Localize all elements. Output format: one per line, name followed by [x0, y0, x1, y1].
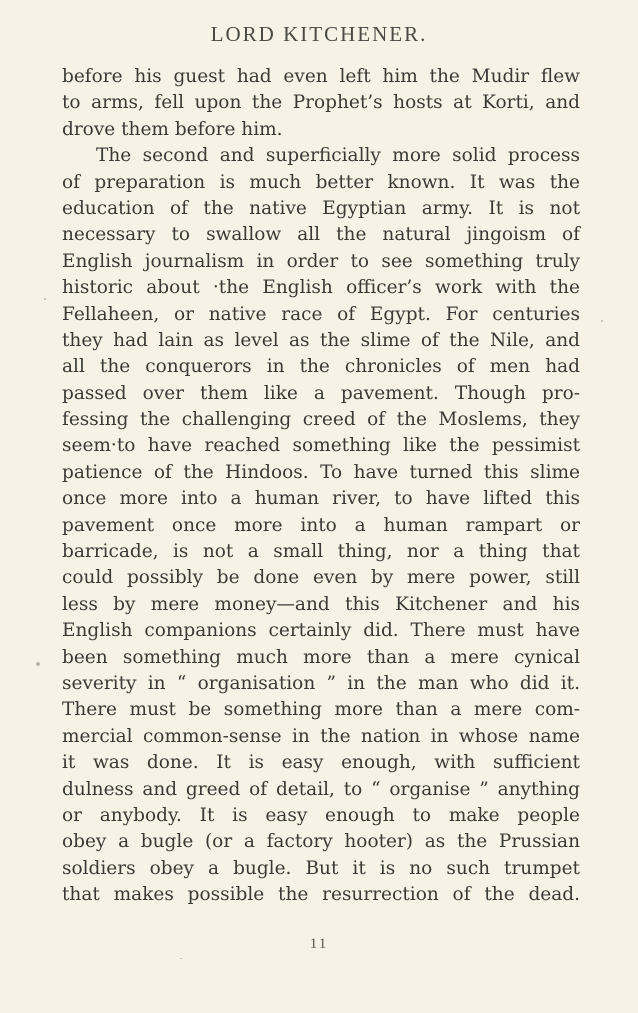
text-line: could possibly be done even by mere power, still	[62, 567, 580, 589]
paper-speck	[36, 662, 40, 666]
text-line: severity in “ organisation ” in the man who did it.	[62, 672, 580, 694]
text-line: patience of the Hindoos. To have turned this slime	[62, 461, 580, 483]
text-line: historic about ·the English officer’s work with the	[62, 277, 580, 299]
text-line: drove them before him.	[62, 118, 283, 140]
text-line: The second and superficially more solid process	[96, 145, 580, 167]
text-line: of preparation is much better known. It was the	[62, 171, 580, 193]
text-line: dulness and greed of detail, to “ organise ” anything	[62, 778, 580, 800]
text-line: education of the native Egyptian army. It is not	[62, 197, 580, 219]
text-line: less by mere money—and this Kitchener and his	[62, 593, 580, 615]
text-line: or anybody. It is easy enough to make people	[62, 804, 580, 826]
text-line: before his guest had even left him the Mudir flew	[62, 66, 580, 87]
text-line: once more into a human river, to have lifted this	[62, 488, 580, 510]
text-line: seem·to have reached something like the pessimist	[62, 435, 580, 457]
text-line: it was done. It is easy enough, with sufficient	[62, 752, 580, 774]
text-line: pavement once more into a human rampart or	[62, 514, 580, 536]
text-line: soldiers obey a bugle. But it is no such trumpet	[62, 857, 580, 879]
text-line: English companions certainly did. There must have	[62, 620, 580, 642]
text-line: necessary to swallow all the natural jingoism of	[62, 224, 580, 246]
text-line: been something much more than a mere cynical	[62, 646, 580, 668]
paper-speck	[44, 298, 46, 300]
text-line: barricade, is not a small thing, nor a thing that	[62, 541, 580, 563]
text-line: to arms, fell upon the Prophet’s hosts at Korti, and	[62, 92, 580, 114]
paper-speck	[601, 320, 603, 322]
text-line: all the conquerors in the chronicles of men had	[62, 356, 580, 378]
page-number: 11	[309, 936, 329, 952]
text-line: There must be something more than a mere com-	[62, 699, 580, 721]
text-line: passed over them like a pavement. Though pro-	[62, 382, 580, 404]
text-line: fessing the challenging creed of the Moslems, they	[62, 409, 580, 431]
paper-speck	[180, 958, 182, 959]
running-head: LORD KITCHENER.	[210, 22, 428, 46]
text-line: English journalism in order to see something truly	[62, 250, 580, 272]
body-text	[62, 64, 580, 909]
text-line: they had lain as level as the slime of the Nile, and	[62, 329, 580, 351]
text-line: Fellaheen, or native race of Egypt. For centuries	[62, 303, 580, 325]
text-line: mercial common-sense in the nation in whose name	[62, 725, 580, 747]
text-line: that makes possible the resurrection of the dead.	[62, 884, 580, 906]
text-line: obey a bugle (or a factory hooter) as the Prussian	[62, 831, 580, 853]
